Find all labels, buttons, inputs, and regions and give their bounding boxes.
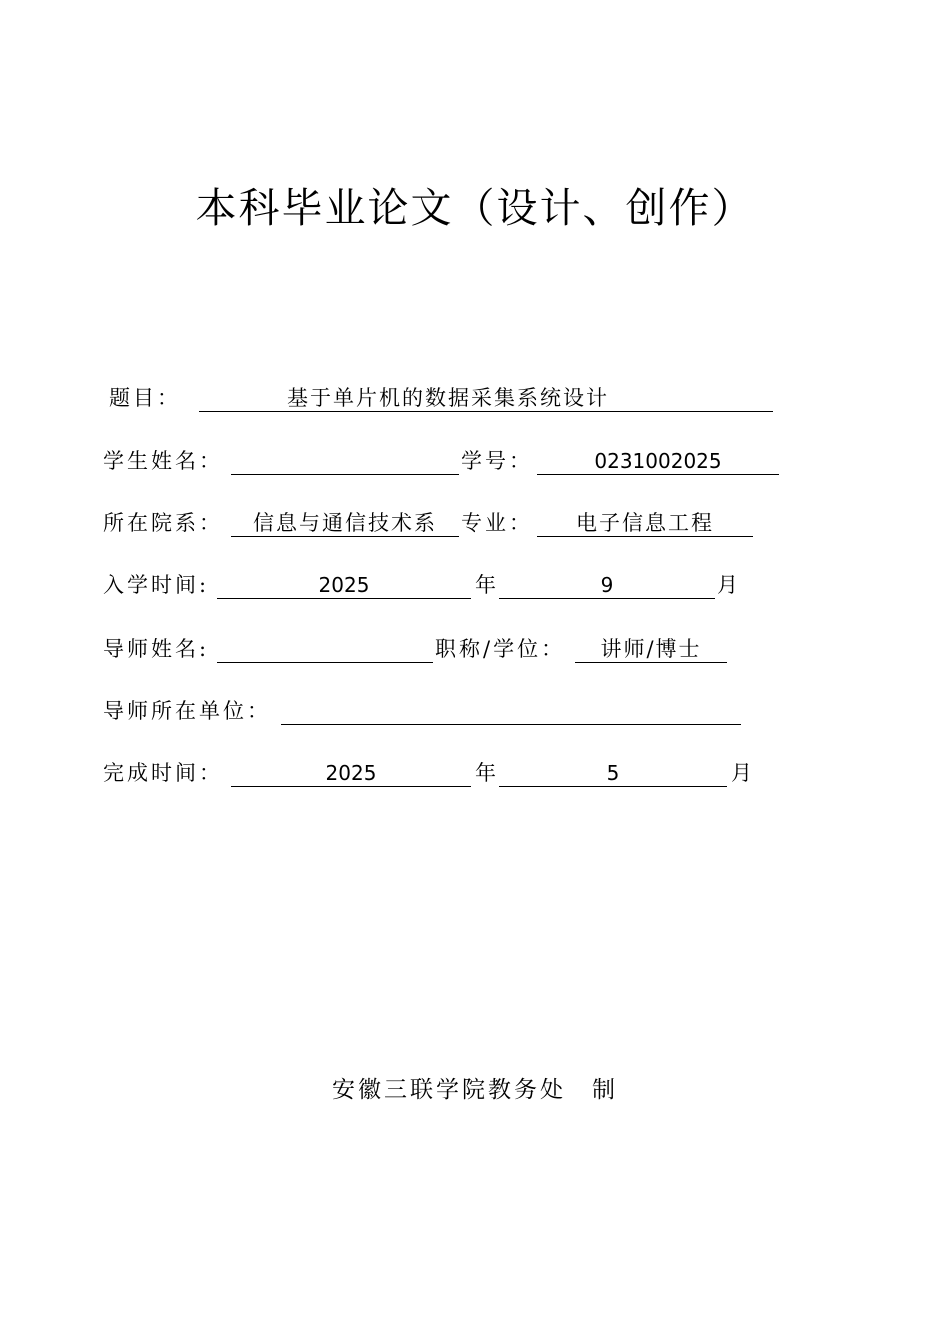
advisor-row bbox=[103, 634, 743, 664]
enrollment-year-unit: 年 bbox=[475, 573, 499, 597]
issuer-suffix: 制 bbox=[592, 1077, 618, 1103]
topic-field[interactable] bbox=[199, 383, 773, 412]
student-name-field[interactable] bbox=[231, 446, 459, 475]
department-row bbox=[103, 508, 763, 538]
document-title: 本科毕业论文（设计、创作） bbox=[195, 184, 755, 232]
completion-year-unit: 年 bbox=[475, 761, 499, 785]
topic-row bbox=[103, 383, 783, 413]
advisor-unit-label: 导师所在单位： bbox=[103, 699, 271, 723]
enrollment-label: 入学时间: bbox=[103, 573, 210, 597]
student-id-field[interactable]: 0231002025 bbox=[537, 446, 779, 475]
department-label: 所在院系： bbox=[103, 511, 223, 535]
enrollment-month-unit: 月 bbox=[717, 573, 741, 597]
student-row bbox=[103, 446, 783, 476]
completion-year-field[interactable]: 2025 bbox=[231, 758, 471, 787]
completion-label: 完成时间： bbox=[103, 761, 223, 785]
completion-month-unit: 月 bbox=[731, 761, 755, 785]
major-label: 专业： bbox=[461, 511, 533, 535]
enrollment-year-field[interactable]: 2025 bbox=[217, 570, 471, 599]
student-id-label: 学号： bbox=[461, 449, 533, 473]
completion-row bbox=[103, 758, 763, 788]
issuer-name: 安徽三联学院教务处 bbox=[332, 1077, 566, 1103]
enrollment-month-field[interactable]: 9 bbox=[499, 570, 715, 599]
advisor-title-field[interactable]: 讲师/博士 bbox=[575, 634, 727, 663]
enrollment-row bbox=[103, 570, 753, 600]
issuer-footer bbox=[0, 1074, 950, 1106]
advisor-name-field[interactable] bbox=[217, 634, 433, 663]
major-field[interactable]: 电子信息工程 bbox=[537, 508, 753, 537]
topic-label: 题目： bbox=[109, 386, 181, 410]
advisor-name-label: 导师姓名: bbox=[103, 637, 210, 661]
student-name-label: 学生姓名： bbox=[103, 449, 223, 473]
advisor-unit-field[interactable] bbox=[281, 696, 741, 725]
completion-month-field[interactable]: 5 bbox=[499, 758, 727, 787]
topic-value: 基于单片机的数据采集系统设计 bbox=[287, 386, 609, 410]
department-field[interactable]: 信息与通信技术系 bbox=[231, 508, 459, 537]
advisor-title-label: 职称/学位： bbox=[435, 637, 566, 661]
advisor-unit-row bbox=[103, 696, 753, 726]
